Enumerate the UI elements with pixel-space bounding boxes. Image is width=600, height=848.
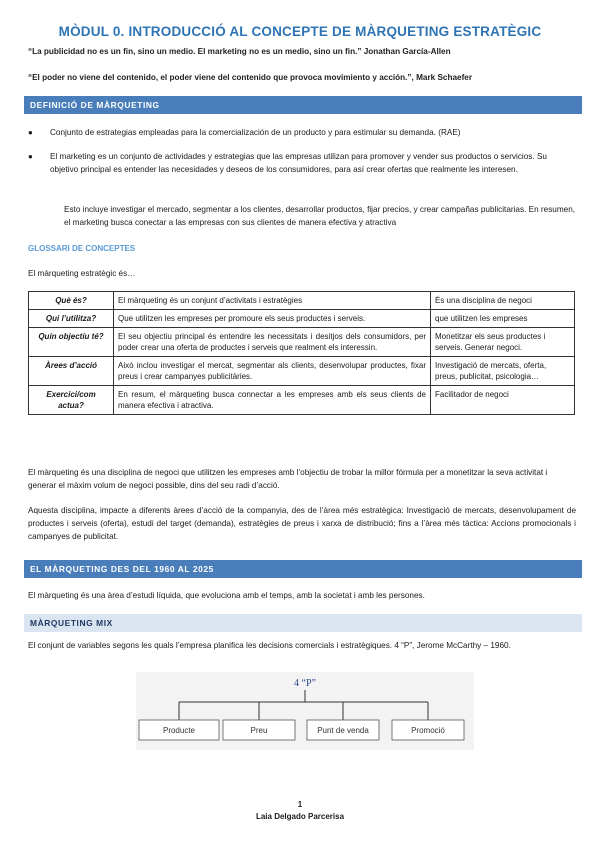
paragraph-2: Aquesta disciplina, impacte a diferents àrees d’acció de la companyia, des de l’àrea més estratègica: Investigació de mercats, desenvolupament de productes i serveis (oferta), estudi del target (demanda), estratègies de preus i xarxa de distribució; fins a l’àrea més tàctica: Accions promocionals i campanyes de publicitat. xyxy=(28,506,576,541)
paragraph-3: El màrqueting és una àrea d’estudi líquida, que evoluciona amb el temps, amb la societat i amb les persones. xyxy=(28,591,425,600)
table-cell-marketing: El màrqueting és un conjunt d’activitats i estratègies xyxy=(114,292,431,310)
table-row xyxy=(29,292,575,310)
bullet-text: El marketing es un conjunto de actividades y estrategias que las empresas utilizan para promover y vender sus productos o servicios. Su objetivo principal es entender las necesidades y deseos de los consumidores, para así crear ofertas que realmente les interesen. xyxy=(50,152,547,174)
glossary-heading: GLOSSARI DE CONCEPTES xyxy=(28,244,136,253)
four-p-diagram xyxy=(136,672,474,750)
diagram-child-label: Punt de venda xyxy=(317,726,369,735)
table-cell-label: Què és? xyxy=(29,292,114,310)
table-cell-label: Àrees d’acció xyxy=(29,357,114,386)
four-p-diagram-svg xyxy=(136,672,474,750)
table-cell-marketing: En resum, el màrqueting busca connectar a les empreses amb els seus clients de manera efectiva i atractiva. xyxy=(114,386,431,415)
footer-author: Laia Delgado Parcerisa xyxy=(255,812,345,821)
table-cell-strategic: Investigació de mercats, oferta, preus, publicitat, psicologia… xyxy=(431,357,575,386)
quote-1: “La publicidad no es un fin, sino un medio. El marketing no es un medio, sino un fin.” Jonathan García-Allen xyxy=(28,47,451,56)
page-number: 1 xyxy=(297,800,303,809)
bullet-dot-icon: ● xyxy=(28,152,33,161)
table-cell-strategic: que utilitzen les empreses xyxy=(431,310,575,328)
table-row xyxy=(29,357,575,386)
table-intro: El màrqueting estratègic és… xyxy=(28,269,136,278)
table-cell-strategic: És una disciplina de negoci xyxy=(431,292,575,310)
bullet-subparagraph: Esto incluye investigar el mercado, segmentar a los clientes, desarrollar productos, fijar precios, y crear campañas publicitarias. En resumen, el marketing busca conectar a las empresas con sus clientes de manera efectiva y atractiva xyxy=(64,205,576,227)
table-row xyxy=(29,310,575,328)
paragraph-1: El màrqueting és una disciplina de negoci que utilitzen les empreses amb l’objectiu de trobar la millor fórmula per a monetitzar la seva activitat i generar el màxim volum de negoci possible, dins del seu radi d’acció. xyxy=(28,468,548,490)
table-cell-strategic: Facilitador de negoci xyxy=(431,386,575,415)
table-row xyxy=(29,328,575,357)
section-header-historia: EL MÀRQUETING DES DEL 1960 AL 2025 xyxy=(24,560,582,578)
table-cell-label: Qui l’utilitza? xyxy=(29,310,114,328)
bullet-dot-icon: ● xyxy=(28,128,33,137)
concepts-table xyxy=(28,291,575,415)
table-cell-label: Exercici/com actua? xyxy=(29,386,114,415)
table-cell-marketing: El seu objectiu principal és entendre les necessitats i desitjos dels consumidors, per poder crear una oferta de productes i serveis que realment els interessin. xyxy=(114,328,431,357)
quote-2: “El poder no viene del contenido, el poder viene del contenido que provoca movimiento y acción.”, Mark Schaefer xyxy=(28,73,473,82)
bullet-text: Conjunto de estrategias empleadas para la comercialización de un producto y para estimular su demanda. (RAE) xyxy=(50,128,461,137)
diagram-child-label: Promoció xyxy=(411,726,445,735)
diagram-child-label: Preu xyxy=(250,726,268,735)
bullet-item-2 xyxy=(28,150,576,176)
section-header-definicio: DEFINICIÓ DE MÀRQUETING xyxy=(24,96,582,114)
page-title: MÒDUL 0. INTRODUCCIÓ AL CONCEPTE DE MÀRQUETING ESTRATÈGIC xyxy=(58,24,542,39)
table-cell-marketing: Això inclou investigar el mercat, segmentar als clients, desenvolupar productes, fixar preus i crear campanyes publicitàries. xyxy=(114,357,431,386)
diagram-root-label: 4 “P” xyxy=(294,678,316,689)
diagram-child-label: Producte xyxy=(162,726,196,735)
paragraph-4: El conjunt de variables segons les quals l’empresa planifica les decisions comercials i estratègiques. 4 “P”, Jerome McCarthy – 1960. xyxy=(28,641,511,650)
table-cell-strategic: Monetitzar els seus productes i serveis. Generar negoci. xyxy=(431,328,575,357)
bullet-item-1 xyxy=(28,126,576,139)
table-cell-marketing: Que utilitzen les empreses per promoure els seus productes i serveis. xyxy=(114,310,431,328)
table-row xyxy=(29,386,575,415)
section-header-mix: MÀRQUETING MIX xyxy=(24,614,582,632)
table-cell-label: Quin objectiu té? xyxy=(29,328,114,357)
